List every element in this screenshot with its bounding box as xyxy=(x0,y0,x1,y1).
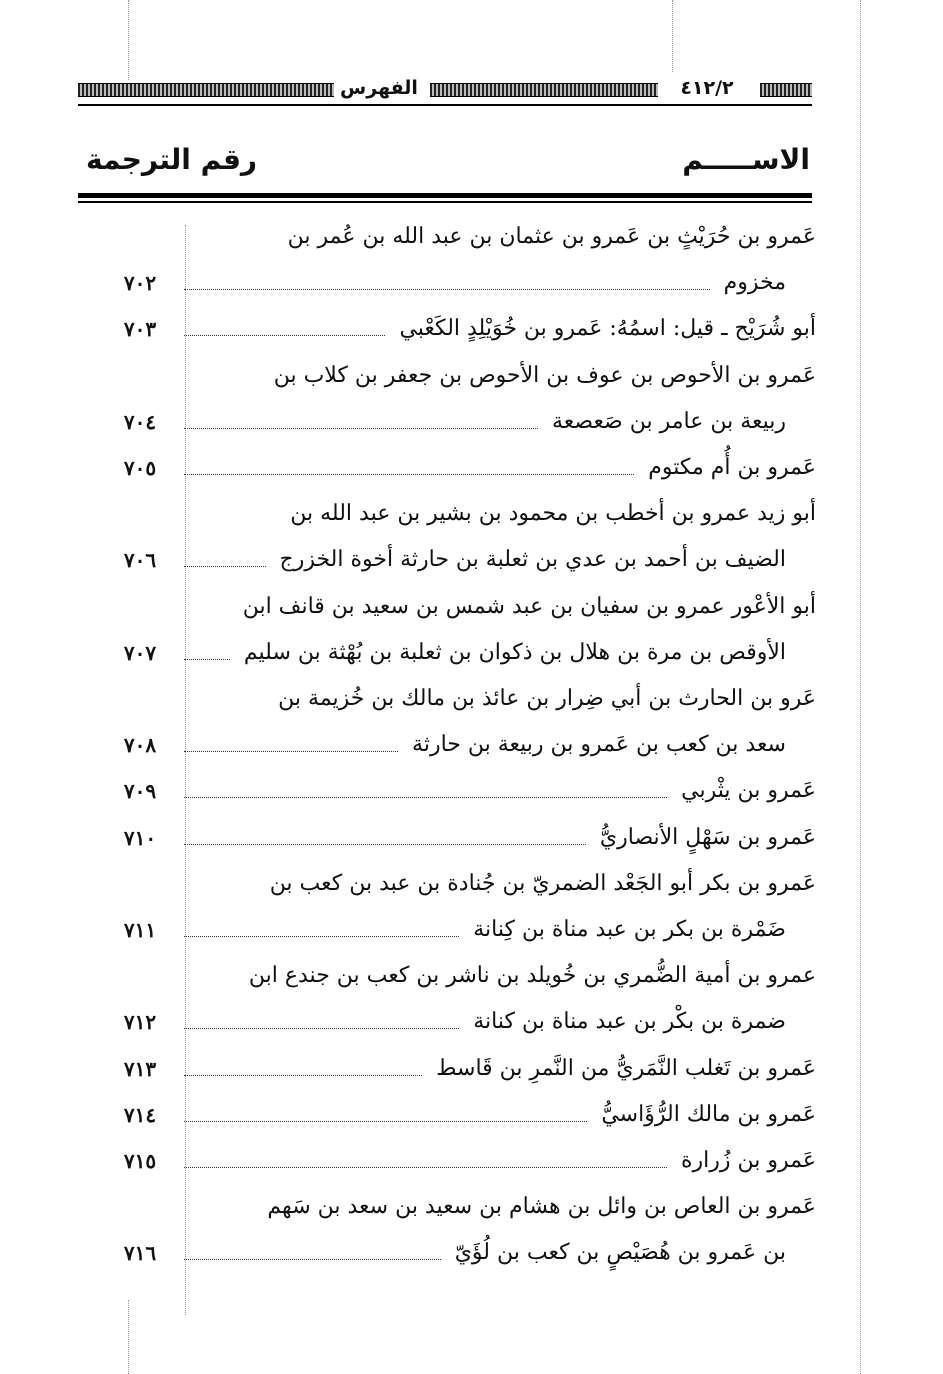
index-entry-line xyxy=(110,491,816,537)
entry-name-text: عَمرو بن تَغلب النَّمَريُّ من النَّمرِ بن قَاسط xyxy=(436,1055,816,1081)
index-entry-line xyxy=(110,260,816,306)
dotted-leader xyxy=(184,1028,459,1029)
entry-name-text: عَمرو بن سَهْلٍ الأنصاريُّ xyxy=(599,824,816,850)
index-entry-line xyxy=(110,1138,816,1184)
index-entry-line xyxy=(110,630,816,676)
entry-name-text: عَمرو بن الأحوص بن عوف بن الأحوص بن جعفر بن كلاب بن xyxy=(273,362,816,388)
index-entry-line xyxy=(110,537,816,583)
index-entry-line xyxy=(110,1230,816,1276)
dotted-leader xyxy=(184,936,459,937)
entry-name-text: ربيعة بن عامر بن صَعصعة xyxy=(551,408,786,434)
entry-biography-number: ٧١٦ xyxy=(123,1241,157,1266)
dotted-leader xyxy=(184,1167,667,1168)
index-entry-line xyxy=(110,353,816,399)
entry-biography-number: ٧١٤ xyxy=(123,1102,157,1127)
entry-name-text: مخزوم xyxy=(723,270,786,296)
entry-biography-number: ٧٠٨ xyxy=(123,733,157,758)
index-entry-line xyxy=(110,676,816,722)
entry-name-text: عَمرو بن يثْربي xyxy=(681,778,816,804)
header-section-title: الفهرس xyxy=(332,74,426,102)
entry-biography-number: ٧١٣ xyxy=(123,1056,157,1081)
index-entry-line xyxy=(110,722,816,768)
entry-biography-number: ٧٠٧ xyxy=(123,640,157,665)
entry-name-text: عَمرو بن أُم مكتوم xyxy=(648,455,816,480)
dotted-leader xyxy=(184,335,385,336)
entry-biography-number: ٧١٠ xyxy=(123,825,157,850)
entry-biography-number: ٧٠٤ xyxy=(123,409,157,434)
entry-biography-number: ٧١١ xyxy=(123,918,157,942)
entry-name-text: ضمرة بن بكْر بن عبد مناة بن كنانة xyxy=(473,1009,786,1035)
dotted-leader xyxy=(184,1075,422,1076)
entry-name-text: عَرو بن الحارث بن أبي ضِرار بن عائذ بن مالك بن خُزيمة بن xyxy=(278,686,816,711)
index-entry-line xyxy=(110,306,816,352)
entry-biography-number: ٧٠٢ xyxy=(123,271,157,296)
entry-name-text: عَمرو بن بكر أبو الجَعْد الضمريّ بن جُنادة بن عبد بن كعب بن xyxy=(269,870,816,896)
index-entry-line xyxy=(110,1046,816,1092)
index-entry-line xyxy=(110,1092,816,1138)
dotted-leader xyxy=(184,844,586,845)
dotted-leader xyxy=(184,474,634,475)
index-entry-line xyxy=(110,907,816,953)
dotted-leader xyxy=(184,566,266,567)
entry-biography-number: ٧٠٩ xyxy=(123,779,157,804)
dotted-leader xyxy=(184,659,230,660)
entry-name-text: عمرو بن أمية الضُّمري بن خُويلد بن ناشر بن كعب بن جندع ابن xyxy=(248,963,816,989)
entry-name-text: سعد بن كعب بن عَمرو بن ربيعة بن حارثة xyxy=(412,732,786,758)
header-page-number: ٤١٢/٢ xyxy=(658,74,756,102)
entry-biography-number: ٧٠٥ xyxy=(123,456,157,480)
dotted-leader xyxy=(184,797,667,798)
index-entry-line xyxy=(110,953,816,999)
dotted-leader xyxy=(184,1259,441,1260)
entry-name-text: ضَمْرة بن بكر بن عبد مناة بن كِنانة xyxy=(473,917,786,942)
index-entry-line xyxy=(110,399,816,445)
index-entry-line xyxy=(110,584,816,630)
dotted-leader xyxy=(184,751,398,752)
entry-biography-number: ٧٠٦ xyxy=(123,548,157,573)
entry-biography-number: ٧١٥ xyxy=(123,1149,157,1173)
entry-name-text: بن عَمرو بن هُصَيْصٍ بن كعب بن لُؤَيّ xyxy=(454,1240,786,1266)
entry-name-text: أبو شُرَيْح ـ قيل: اسمُهُ: عَمرو بن خُوَيْلِدٍ الكَعْبي xyxy=(399,316,816,342)
entry-biography-number: ٧٠٣ xyxy=(123,317,157,342)
entry-name-text: عَمرو بن العاص بن وائل بن هشام بن سعيد بن سعد بن سَهم xyxy=(267,1194,816,1220)
dotted-leader xyxy=(184,289,710,290)
entry-name-text: عَمرو بن زُرارة xyxy=(681,1148,816,1173)
index-entry-line xyxy=(110,768,816,814)
entry-name-text: الضيف بن أحمد بن عدي بن ثعلبة بن حارثة أخوة الخزرج xyxy=(279,547,786,573)
index-entry-line xyxy=(110,1184,816,1230)
index-entry-line xyxy=(110,445,816,491)
entry-name-text: أبو الأعْور عمرو بن سفيان بن عبد شمس بن سعيد بن قانف ابن xyxy=(242,593,816,619)
index-entry-line xyxy=(110,861,816,907)
number-column-heading: رقم الترجمة xyxy=(86,143,258,176)
entry-biography-number: ٧١٢ xyxy=(123,1010,157,1035)
dotted-leader xyxy=(184,428,538,429)
entry-name-text: عَمرو بن حُرَيْثٍ بن عَمرو بن عثمان بن عبد الله بن عُمر بن xyxy=(287,224,816,249)
dotted-leader xyxy=(184,1121,587,1122)
index-entry-line xyxy=(110,214,816,260)
entry-name-text: الأوقص بن مرة بن هلال بن ذكوان بن ثعلبة بن بُهْثة بن سليم xyxy=(243,639,786,665)
entry-name-text: عَمرو بن مالك الرُّؤَاسيُّ xyxy=(601,1101,816,1127)
index-entry-line xyxy=(110,815,816,861)
index-entry-line xyxy=(110,999,816,1045)
entry-name-text: أبو زيد عمرو بن أخطب بن محمود بن بشير بن عبد الله بن xyxy=(290,501,816,527)
name-column-heading: الاســـــم xyxy=(682,143,810,176)
